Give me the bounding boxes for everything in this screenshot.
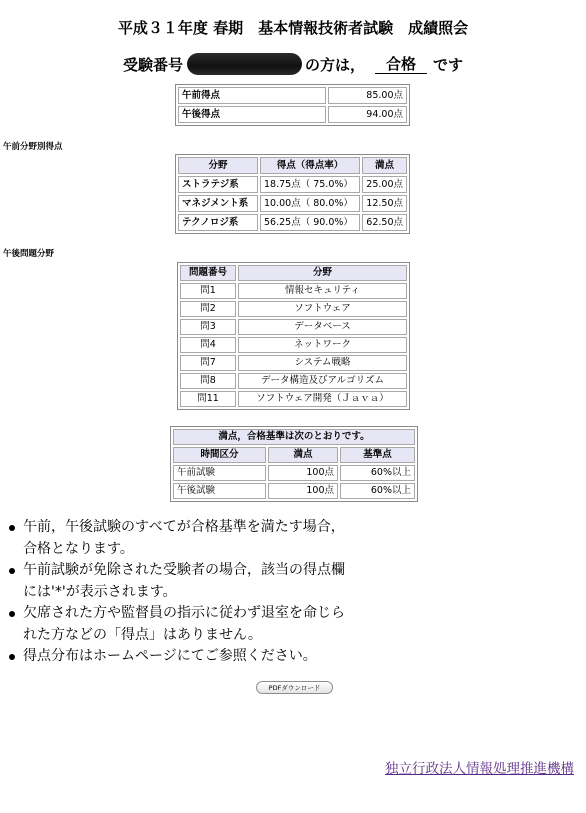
session-pass-mark: 60%以上 [340,465,415,481]
am-fields-table [175,154,410,234]
question-field: データベース [238,319,407,335]
column-header: 満点 [362,157,407,174]
table-row [178,195,407,212]
column-header: 分野 [178,157,258,174]
score-label: 午前得点 [178,87,326,104]
list-item [6,517,348,560]
pm-fields-heading: 午後問題分野 [3,249,55,259]
note-text: 欠席された方や監督員の指示に従わず退室を命じられた方などの「得点」はありません。 [23,605,345,643]
field-score: 56.25点（ 90.0%） [260,214,360,231]
question-field: ネットワーク [238,337,407,353]
table-row [178,106,407,123]
table-row [173,483,415,499]
note-text: 午前，午後試験のすべてが合格基準を満たす場合，合格となります。 [23,519,345,557]
notes-list [6,517,348,668]
question-number: 問2 [180,301,236,317]
score-value: 94.00点 [328,106,407,123]
question-field: ソフトウェア開発（Ｊａｖａ） [238,391,407,407]
table-row [180,373,407,389]
field-name: テクノロジ系 [178,214,258,231]
column-header: 時間区分 [173,447,266,463]
pass-status: 合格 [375,55,427,74]
table-row [180,355,407,371]
question-field: システム戦略 [238,355,407,371]
question-number: 問1 [180,283,236,299]
question-number: 問8 [180,373,236,389]
question-number: 問7 [180,355,236,371]
bullet-icon [9,568,15,574]
table-caption-row [173,429,415,445]
note-text: 得点分布はホームページにてご参照ください。 [23,648,317,664]
field-max: 12.50点 [362,195,407,212]
table-row [180,319,407,335]
field-name: マネジメント系 [178,195,258,212]
session-max: 100点 [268,465,338,481]
list-item [6,560,348,603]
am-fields-heading: 午前分野別得点 [3,142,63,152]
column-header: 得点（得点率） [260,157,360,174]
table-row [180,391,407,407]
table-header-row [173,447,415,463]
field-name: ストラテジ系 [178,176,258,193]
question-number: 問4 [180,337,236,353]
table-row [180,301,407,317]
column-header: 問題番号 [180,265,236,281]
note-text: 午前試験が免除された受験者の場合，該当の得点欄には'*'が表示されます。 [23,562,345,600]
question-field: ソフトウェア [238,301,407,317]
question-number: 問11 [180,391,236,407]
score-label: 午後得点 [178,106,326,123]
field-score: 10.00点（ 80.0%） [260,195,360,212]
session-name: 午後試験 [173,483,266,499]
column-header: 分野 [238,265,407,281]
table-row [180,337,407,353]
field-max: 25.00点 [362,176,407,193]
session-name: 午前試験 [173,465,266,481]
question-field: データ構造及びアルゴリズム [238,373,407,389]
field-max: 62.50点 [362,214,407,231]
list-item [6,646,348,668]
result-suffix: です [433,55,464,74]
redacted-exam-number [187,53,302,75]
table-header-row [180,265,407,281]
table-row [173,465,415,481]
column-header: 基準点 [340,447,415,463]
page-title: 平成３１年度 春期 基本情報技術者試験 成績照会 [117,19,469,37]
score-table [175,84,410,126]
pdf-download-button[interactable]: PDFダウンロード [256,681,333,694]
result-middle: の方は， [304,55,365,74]
table-row [178,176,407,193]
list-item [6,603,348,646]
bullet-icon [9,654,15,660]
criteria-caption: 満点，合格基準は次のとおりです。 [173,429,415,445]
result-prefix: 受験番号 [122,55,183,74]
bullet-icon [9,525,15,531]
ipa-home-link[interactable]: 独立行政法人情報処理推進機構 [385,761,574,777]
question-field: 情報セキュリティ [238,283,407,299]
bullet-icon [9,611,15,617]
score-value: 85.00点 [328,87,407,104]
result-line [0,52,586,76]
table-row [180,283,407,299]
table-row [178,87,407,104]
session-pass-mark: 60%以上 [340,483,415,499]
pm-fields-table [177,262,410,410]
criteria-table [170,426,418,502]
session-max: 100点 [268,483,338,499]
field-score: 18.75点（ 75.0%） [260,176,360,193]
column-header: 満点 [268,447,338,463]
table-row [178,214,407,231]
question-number: 問3 [180,319,236,335]
table-header-row [178,157,407,174]
